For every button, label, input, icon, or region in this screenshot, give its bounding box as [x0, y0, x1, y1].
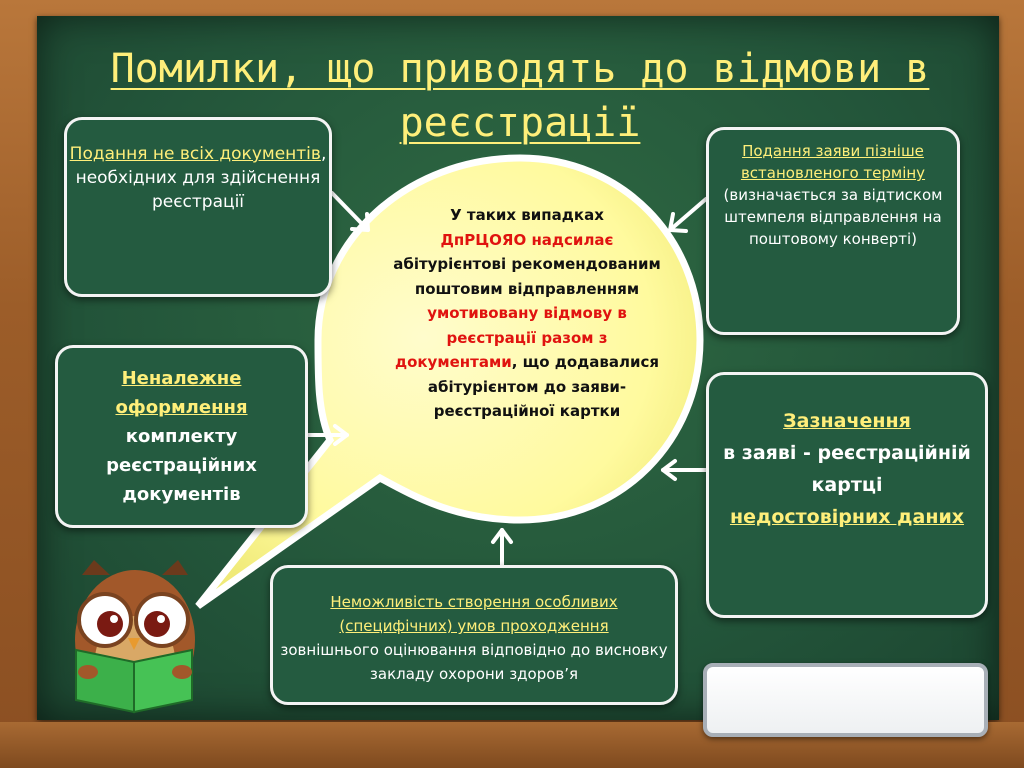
bubble-text-part2: абітурієнтові рекомендованим поштовим відправленням	[393, 255, 661, 298]
box-highlight: Неналежне оформлення	[115, 368, 248, 418]
box-highlight: Подання не всіх документів	[69, 144, 321, 164]
page-title: Помилки, що приводять до відмови в реєстрації	[110, 46, 930, 146]
error-box-special-conditions	[270, 565, 678, 705]
bubble-text-part3: , що додавалися абітурієнтом до заяви-реєстраційної картки	[427, 353, 660, 420]
box-highlight: Зазначення	[783, 410, 911, 432]
bubble-emphasis-refusal: умотивовану відмову в реєстрації разом з документами	[394, 304, 627, 371]
bubble-emphasis-sender: ДпРЦОЯО надсилає	[440, 230, 614, 249]
arrow-icon	[663, 461, 706, 479]
box-text: , необхідних для здійснення реєстрації	[75, 144, 327, 212]
box-highlight: Подання заяви пізніше встановленого терміну	[740, 142, 926, 182]
owl-reading-icon	[75, 560, 195, 712]
bubble-text	[392, 203, 662, 424]
arrow-icon	[493, 530, 511, 565]
arrow-icon	[332, 193, 368, 230]
box-text: (визначається за відтиском штемпеля відправлення на поштовому конверті)	[723, 186, 943, 248]
box-highlight-2: недостовірних даних	[729, 506, 965, 528]
error-box-false-data	[706, 372, 988, 618]
bubble-text-part1: У таких випадках	[450, 206, 604, 224]
box-highlight: Неможливість створення особливих (специфічних) умов проходження	[330, 593, 618, 635]
blank-panel	[703, 663, 988, 737]
error-box-improper-formatting	[55, 345, 308, 528]
box-text: зовнішнього оцінювання відповідно до висновку закладу охорони здоров’я	[280, 641, 668, 683]
box-text: комплекту реєстраційних документів	[106, 426, 257, 505]
error-box-late-submission	[706, 127, 960, 335]
arrow-icon	[670, 199, 706, 231]
error-box-incomplete-documents	[64, 117, 332, 297]
box-text: в заяві - реєстраційній картці	[723, 442, 971, 496]
